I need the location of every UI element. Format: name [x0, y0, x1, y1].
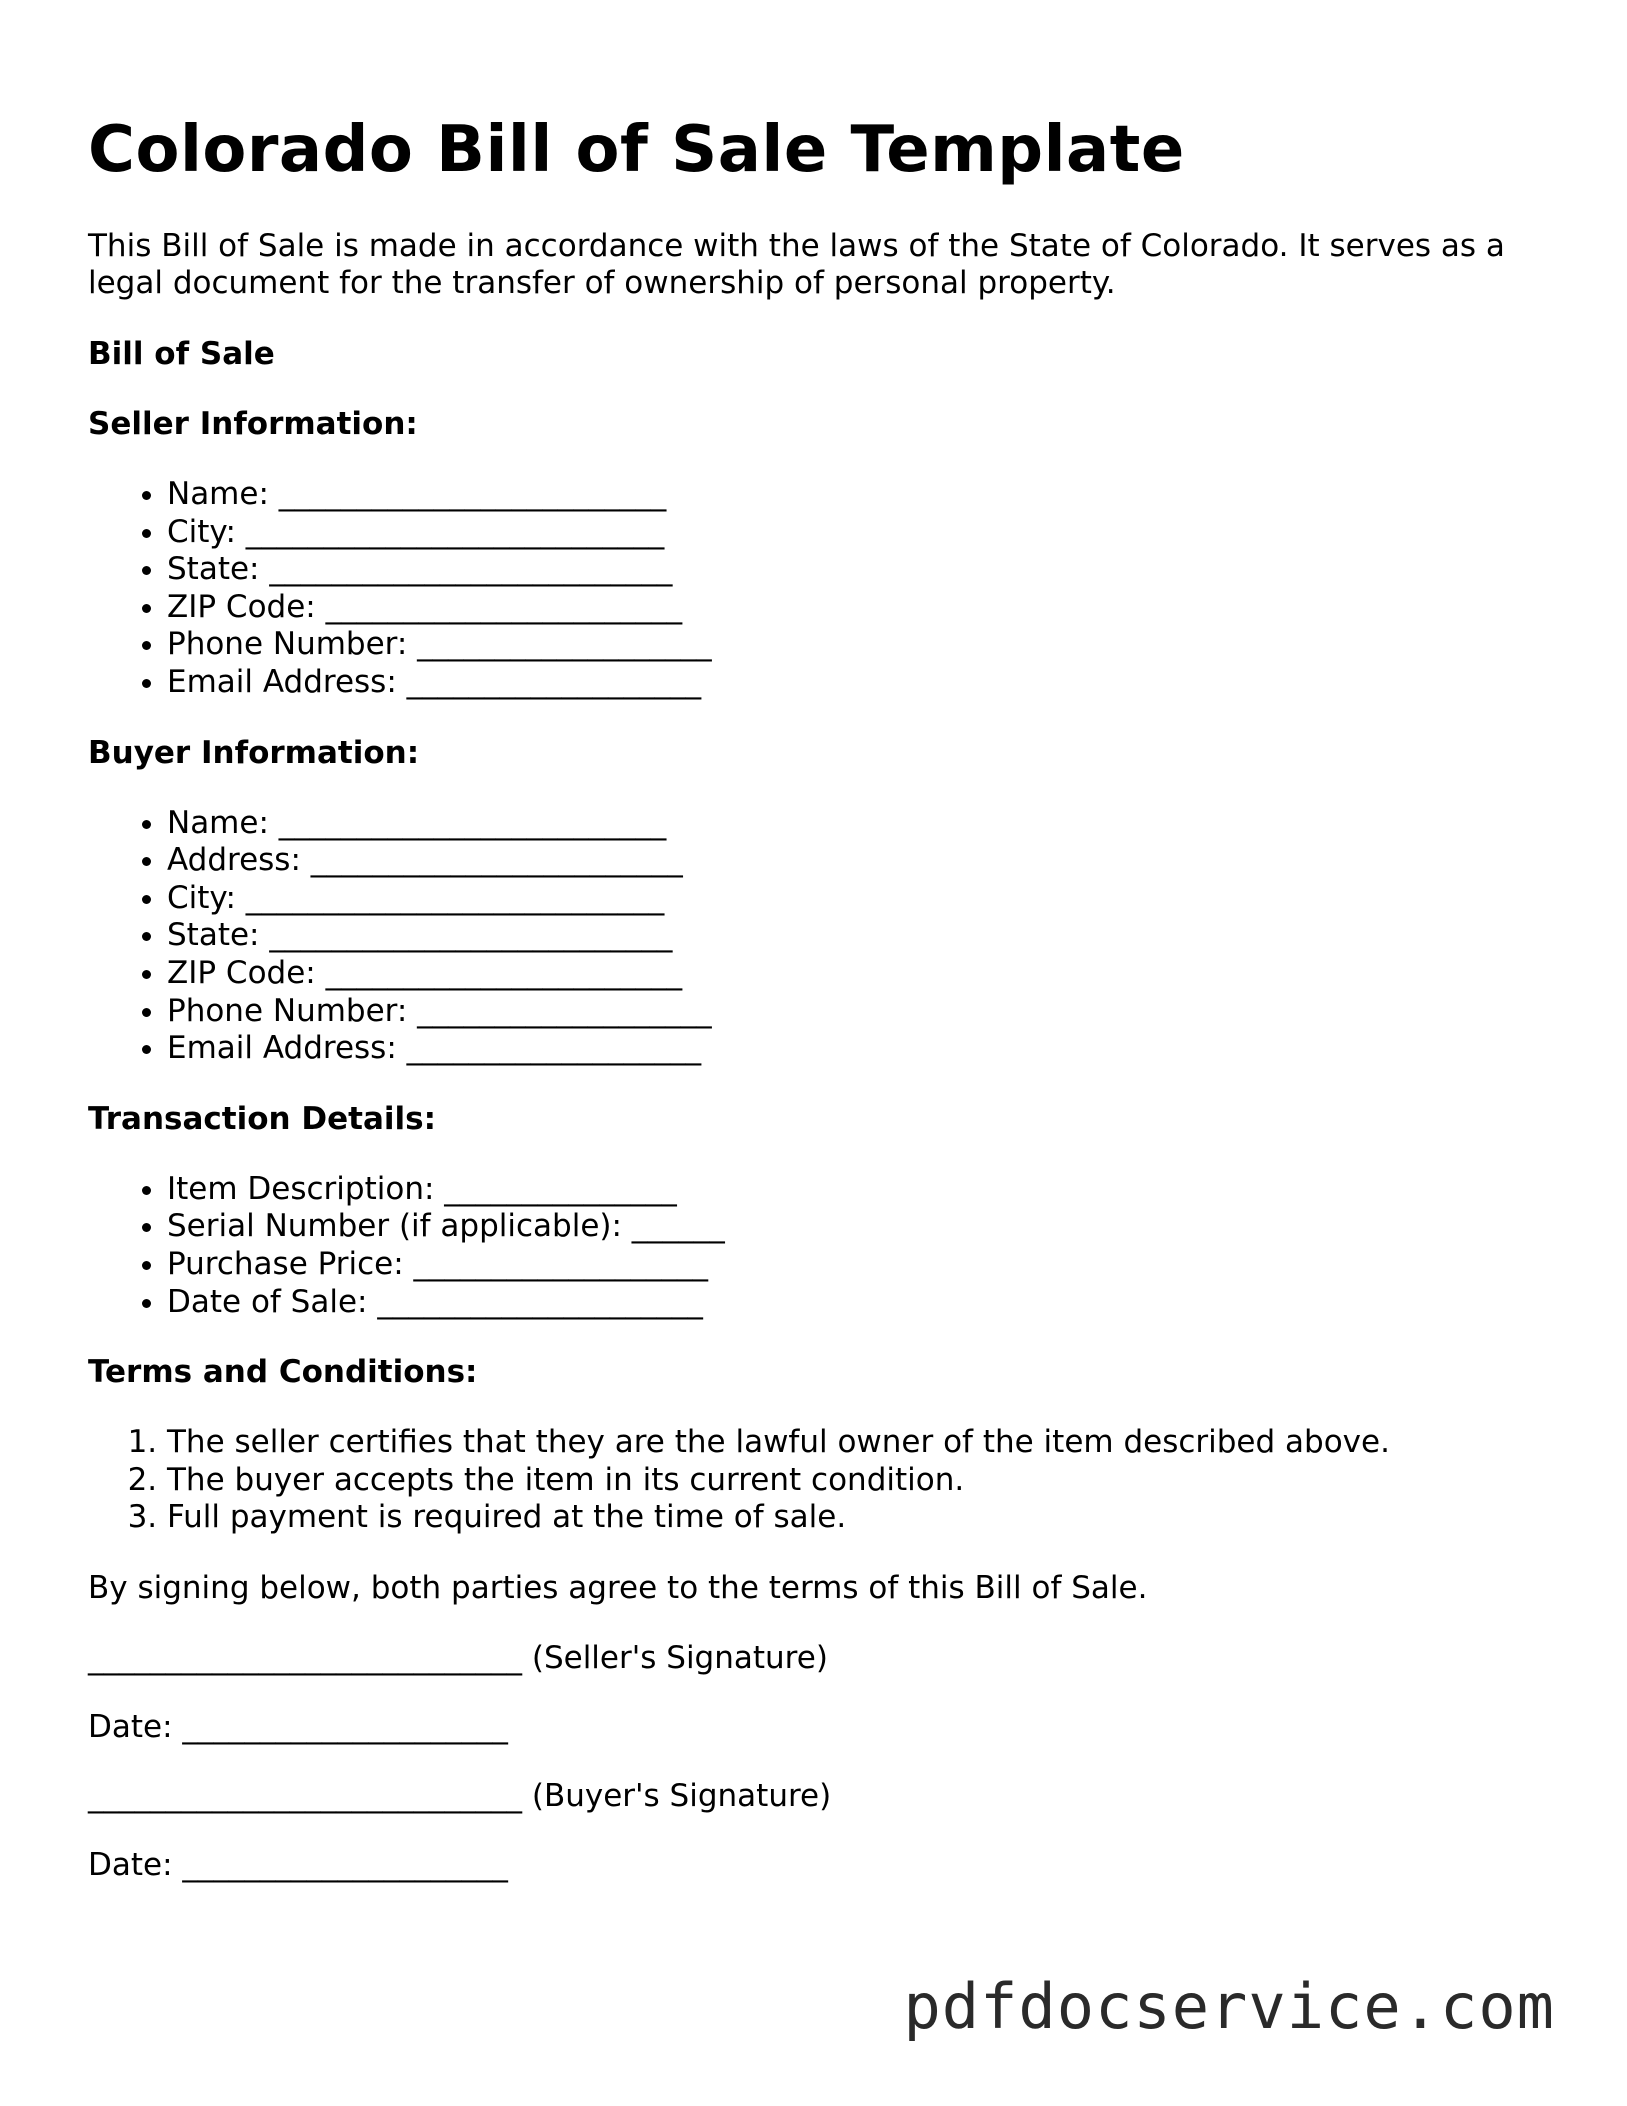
buyer-name-field: • Name: _________________________ — [167, 805, 1538, 843]
date-of-sale-field: • Date of Sale: _____________________ — [167, 1284, 1538, 1322]
term-item: 2. The buyer accepts the item in its current condition. — [167, 1462, 1538, 1500]
seller-signature-line: ____________________________ (Seller's Signature) — [88, 1639, 828, 1676]
seller-email-field: • Email Address: ___________________ — [167, 664, 1538, 702]
bill-of-sale-heading: Bill of Sale — [88, 336, 275, 372]
seller-zip-field: • ZIP Code: _______________________ — [167, 589, 1538, 627]
serial-number-field: • Serial Number (if applicable): ______ — [167, 1208, 1538, 1246]
transaction-details-heading: Transaction Details: — [88, 1100, 436, 1137]
seller-date-line: Date: _____________________ — [88, 1708, 508, 1745]
seller-phone-field: • Phone Number: ___________________ — [167, 626, 1538, 664]
buyer-city-field: • City: ___________________________ — [167, 880, 1538, 918]
document-page — [88, 110, 1538, 1916]
watermark-text: pdfdocservice.com — [903, 1970, 1555, 2043]
page-title: Colorado Bill of Sale Template — [88, 113, 1185, 187]
buyer-phone-field: • Phone Number: ___________________ — [167, 993, 1538, 1031]
buyer-state-field: • State: __________________________ — [167, 917, 1538, 955]
buyer-fields-list — [88, 805, 1538, 1068]
term-item: 3. Full payment is required at the time of sale. — [167, 1499, 1538, 1537]
purchase-price-field: • Purchase Price: ___________________ — [167, 1246, 1538, 1284]
buyer-address-field: • Address: ________________________ — [167, 842, 1538, 880]
transaction-fields-list — [88, 1171, 1538, 1321]
item-description-field: • Item Description: _______________ — [167, 1171, 1538, 1209]
terms-heading: Terms and Conditions: — [88, 1354, 478, 1391]
terms-list — [88, 1424, 1538, 1537]
buyer-signature-line: ____________________________ (Buyer's Signature) — [88, 1777, 832, 1814]
seller-city-field: • City: ___________________________ — [167, 514, 1538, 552]
term-item: 1. The seller certifies that they are the lawful owner of the item described above. — [167, 1424, 1538, 1462]
buyer-zip-field: • ZIP Code: _______________________ — [167, 955, 1538, 993]
buyer-date-line: Date: _____________________ — [88, 1846, 508, 1883]
seller-fields-list — [88, 476, 1538, 702]
seller-name-field: • Name: _________________________ — [167, 476, 1538, 514]
seller-state-field: • State: __________________________ — [167, 551, 1538, 589]
seller-info-heading: Seller Information: — [88, 406, 418, 442]
intro-paragraph: This Bill of Sale is made in accordance with the laws of the State of Colorado. It serves as a legal document for the transfer of ownership of personal property. — [88, 228, 1505, 301]
buyer-info-heading: Buyer Information: — [88, 734, 420, 771]
agreement-statement: By signing below, both parties agree to the terms of this Bill of Sale. — [88, 1569, 1148, 1606]
buyer-email-field: • Email Address: ___________________ — [167, 1030, 1538, 1068]
